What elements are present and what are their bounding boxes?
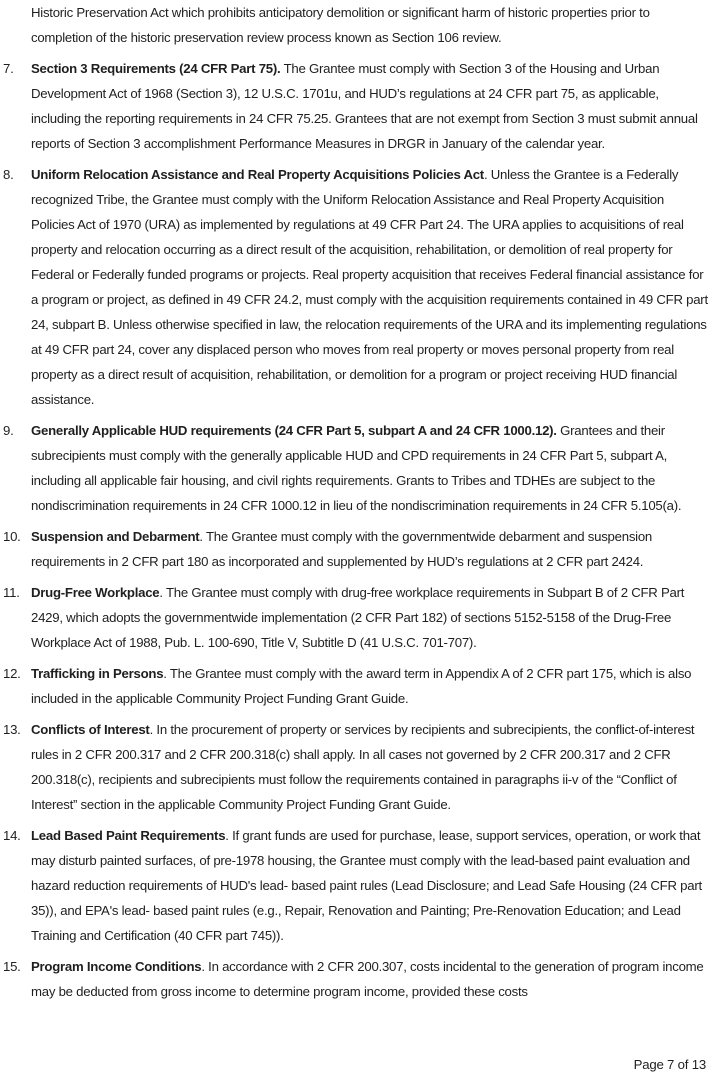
item-title: Trafficking in Persons	[31, 666, 164, 681]
list-item	[3, 418, 708, 518]
item-body: . In accordance with 2 CFR 200.307, costs incidental to the generation of program income may be deducted from gross income to determine program income, provided these costs	[31, 959, 704, 999]
item-text	[31, 823, 708, 948]
page-number: Page 7 of 13	[633, 1057, 706, 1072]
item-title: Drug-Free Workplace	[31, 585, 160, 600]
item-text	[31, 524, 708, 574]
item-title: Generally Applicable HUD requirements (24 CFR Part 5, subpart A and 24 CFR 1000.12).	[31, 423, 557, 438]
item-body: . Unless the Grantee is a Federally recognized Tribe, the Grantee must comply with the Uniform Relocation Assistance and Real Property Acquisition Policies Act of 1970 (URA) as implemented by regulations at 49 CFR Part 24. The URA applies to acquisitions of real property and relocation occurring as a direct result of the acquisition, rehabilitation, or demolition of real property for Federal or Federally funded programs or projects. Real property acquisition that receives Federal financial assistance for a program or project, as defined in 49 CFR 24.2, must comply with the acquisition requirements contained in 49 CFR part 24, subpart B. Unless otherwise specified in law, the relocation requirements of the URA and its implementing regulations at 49 CFR part 24, cover any displaced person who moves from real property or moves personal property from real property as a direct result of acquisition, rehabilitation, or demolition for a program or project receiving HUD financial assistance.	[31, 167, 708, 407]
list-item	[3, 717, 708, 817]
item-title: Lead Based Paint Requirements	[31, 828, 226, 843]
item-number: 12.	[3, 666, 21, 681]
list-item	[3, 56, 708, 156]
item-number: 9.	[3, 423, 14, 438]
item-text	[31, 661, 708, 711]
list-item	[3, 580, 708, 655]
list-item	[3, 524, 708, 574]
item-number: 13.	[3, 722, 21, 737]
item-title: Program Income Conditions	[31, 959, 202, 974]
item-number: 8.	[3, 167, 14, 182]
item-body: . The Grantee must comply with the governmentwide debarment and suspension requirements in 2 CFR part 180 as incorporated and supplemented by HUD’s regulations at 2 CFR part 2424.	[31, 529, 653, 569]
list-item	[3, 162, 708, 412]
item-number: 10.	[3, 529, 21, 544]
item-title: Uniform Relocation Assistance and Real Property Acquisitions Policies Act	[31, 167, 484, 182]
item-title: Section 3 Requirements (24 CFR Part 75).	[31, 61, 281, 76]
intro-paragraph: Historic Preservation Act which prohibits anticipatory demolition or significant harm of historic properties prior to completion of the historic preservation review process known as Section 106 review.	[31, 5, 650, 45]
item-text	[31, 717, 708, 817]
list-item	[3, 823, 708, 948]
item-number: 14.	[3, 828, 21, 843]
item-title: Suspension and Debarment	[31, 529, 200, 544]
item-number: 11.	[3, 585, 20, 600]
item-body: . The Grantee must comply with the award term in Appendix A of 2 CFR part 175, which is also included in the applicable Community Project Funding Grant Guide.	[31, 666, 692, 706]
item-title: Conflicts of Interest	[31, 722, 150, 737]
item-text	[31, 56, 708, 156]
item-text	[31, 954, 708, 1004]
item-body: . If grant funds are used for purchase, lease, support services, operation, or work that may disturb painted surfaces, of pre-1978 housing, the Grantee must comply with the lead-based paint evaluation and hazard reduction requirements of HUD's lead- based paint rules (Lead Disclosure; and Lead Safe Housing (24 CFR part 35)), and EPA's lead- based paint rules (e.g., Repair, Renovation and Painting; Pre-Renovation Education; and Lead Training and Certification (40 CFR part 745)).	[31, 828, 702, 943]
item-text	[31, 162, 708, 412]
item-body: The Grantee must comply with Section 3 of the Housing and Urban Development Act of 1968 (Section 3), 12 U.S.C. 1701u, and HUD’s regulations at 24 CFR part 75, as applicable, including the reporting requirements in 24 CFR 75.25. Grantees that are not exempt from Section 3 must submit annual reports of Section 3 accomplishment Performance Measures in DRGR in January of the calendar year.	[31, 61, 698, 151]
item-body: . In the procurement of property or services by recipients and subrecipients, the conflict-of-interest rules in 2 CFR 200.317 and 2 CFR 200.318(c) shall apply. In all cases not governed by 2 CFR 200.317 and 2 CFR 200.318(c), recipients and subrecipients must follow the requirements contained in paragraphs ii-v of the “Conflict of Interest” section in the applicable Community Project Funding Grant Guide.	[31, 722, 695, 812]
list-item	[3, 661, 708, 711]
numbered-conditions-list	[3, 56, 708, 1004]
item-number: 15.	[3, 959, 21, 974]
item-body: Grantees and their subrecipients must comply with the generally applicable HUD and CPD requirements in 24 CFR Part 5, subpart A, including all applicable fair housing, and civil rights requirements. Grants to Tribes and TDHEs are subject to the nondiscrimination requirements in 24 CFR 1000.12 in lieu of the nondiscrimination requirements in 24 CFR 5.105(a).	[31, 423, 682, 513]
list-item	[3, 954, 708, 1004]
item-body: . The Grantee must comply with drug-free workplace requirements in Subpart B of 2 CFR Part 2429, which adopts the governmentwide implementation (2 CFR Part 182) of sections 5152-5158 of the Drug-Free Workplace Act of 1988, Pub. L. 100-690, Title V, Subtitle D (41 U.S.C. 701-707).	[31, 585, 685, 650]
item-text	[31, 418, 708, 518]
item-text	[31, 580, 708, 655]
item-number: 7.	[3, 61, 14, 76]
